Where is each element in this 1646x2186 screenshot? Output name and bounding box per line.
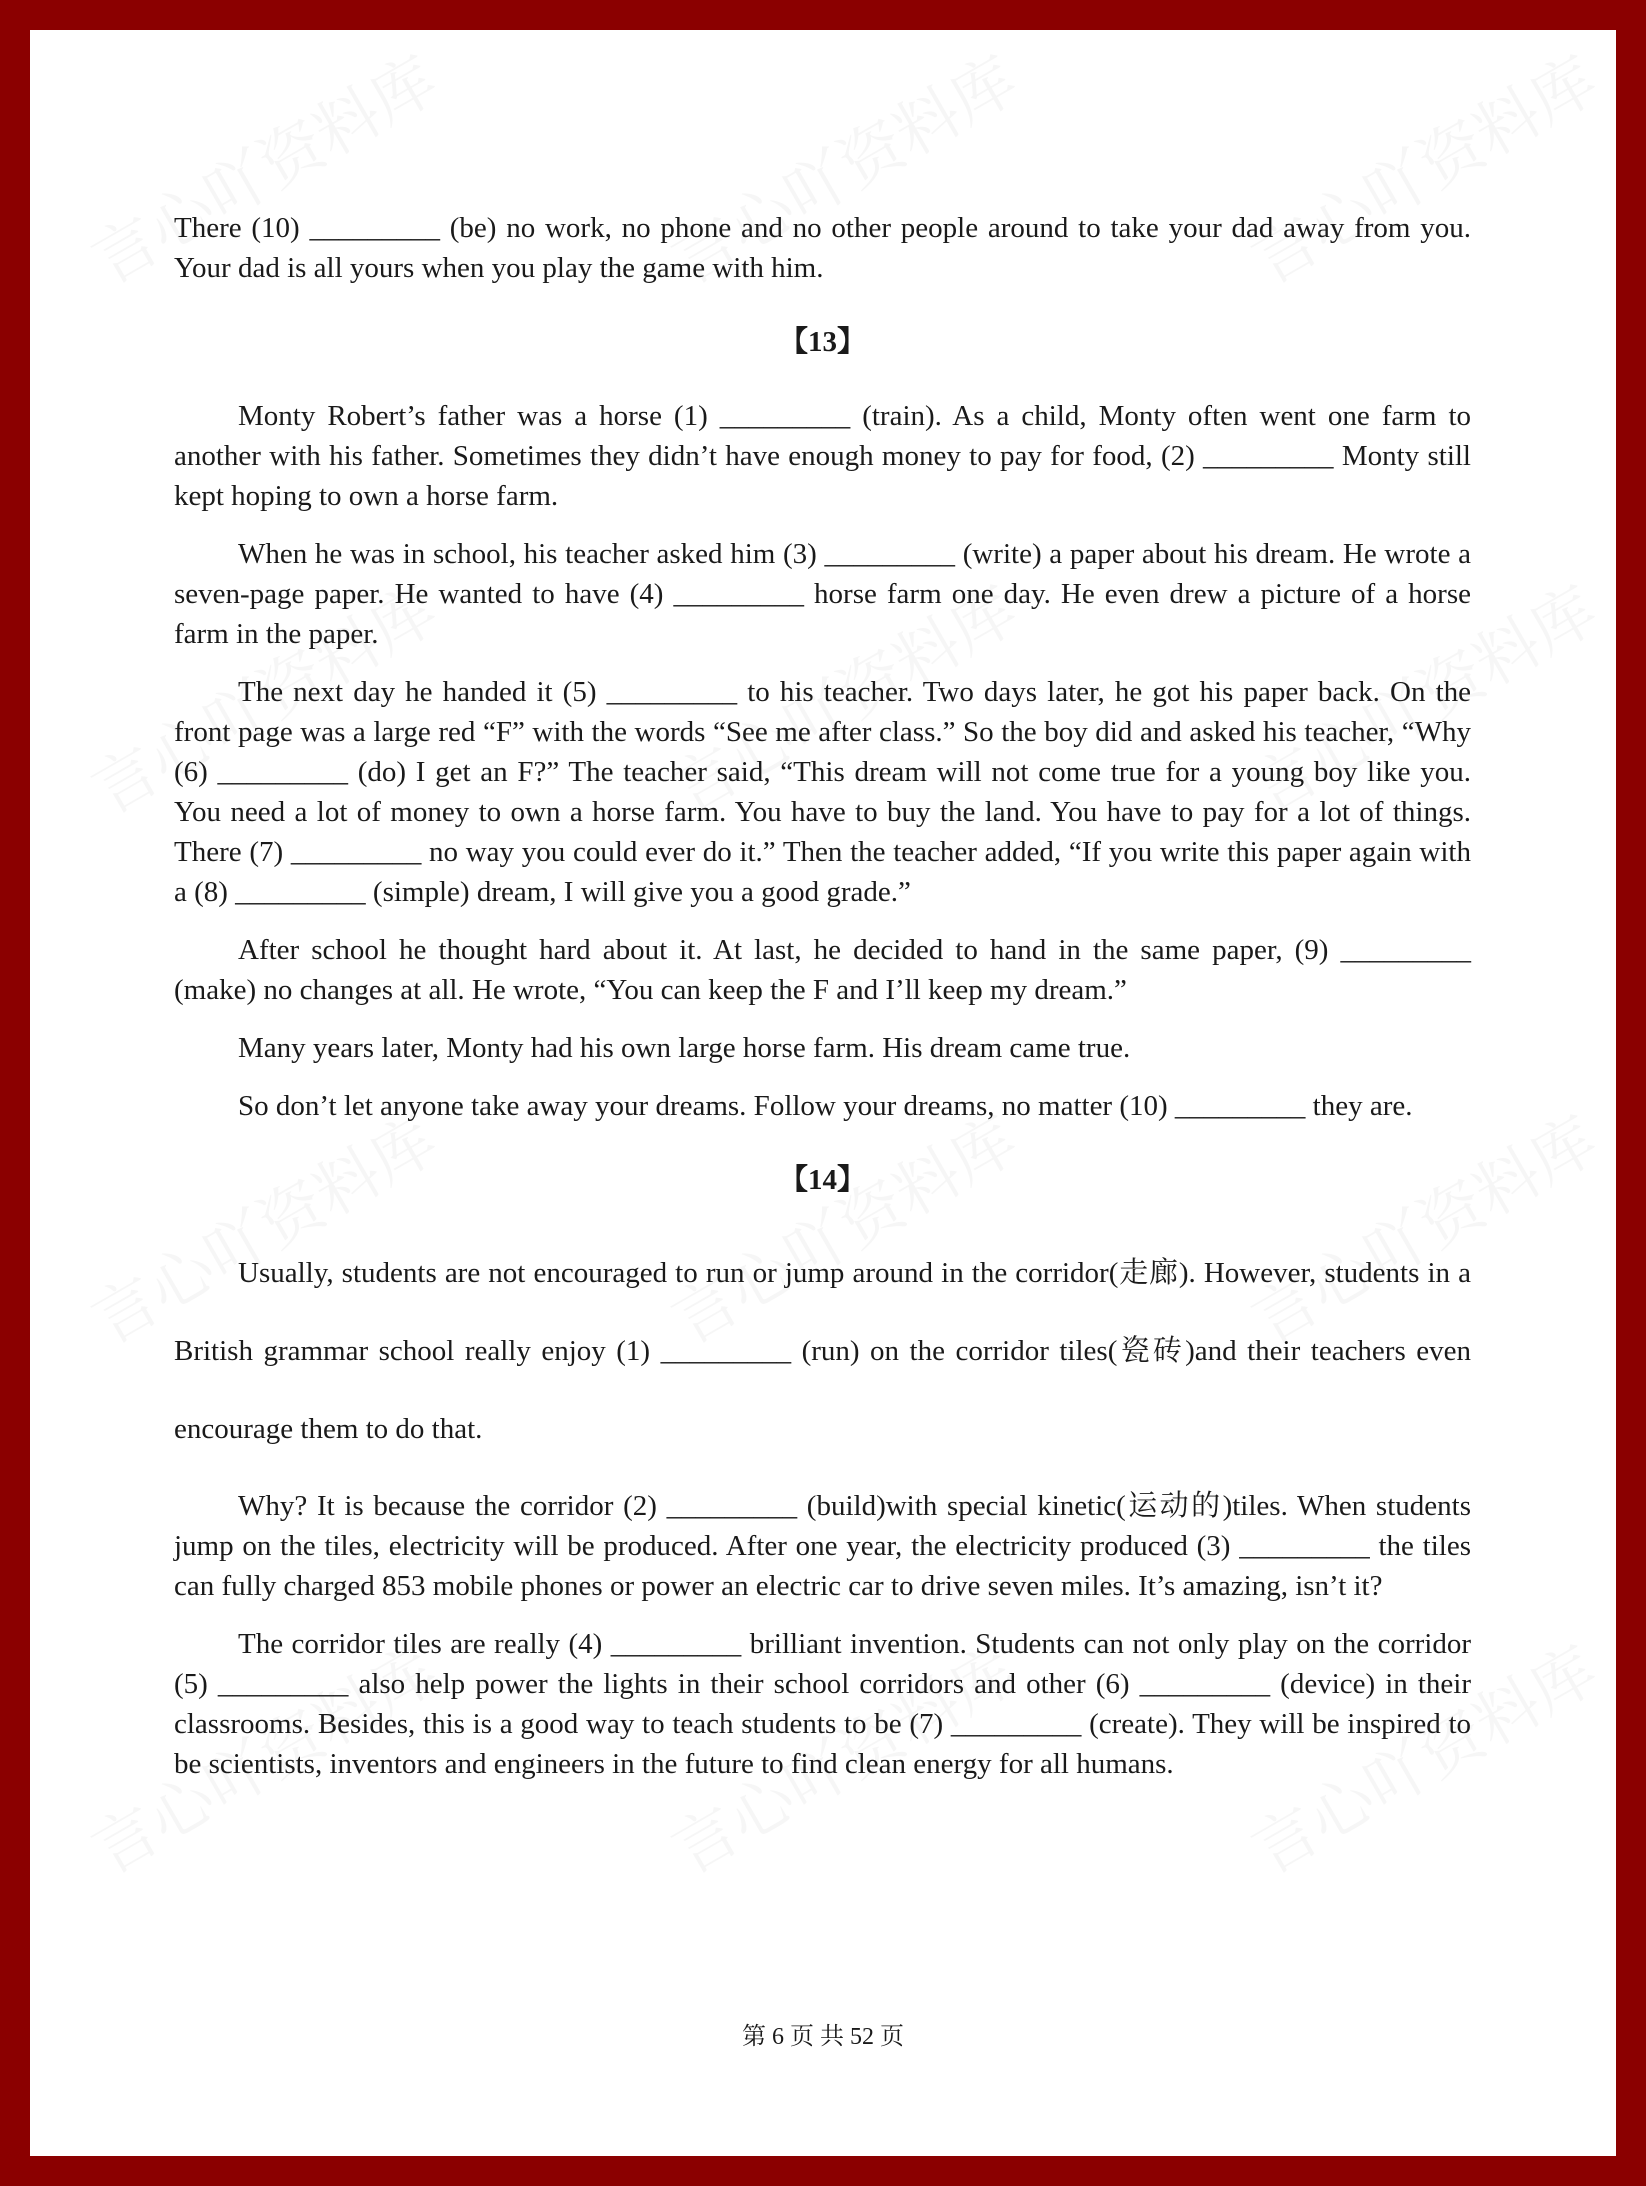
section13-paragraph: So don’t let anyone take away your dreams. Follow your dreams, no matter (10) _________ they are.: [238, 1090, 1413, 1122]
section-heading-14: 【14】: [778, 1164, 866, 1196]
section13-paragraph: When he was in school, his teacher asked him (3) _________ (write) a paper about his dream. He wrote a seven-page paper. He wanted to have (4) _________ horse farm one day. He even drew a picture of a horse farm in the paper.: [174, 538, 1471, 650]
intro-paragraph: There (10) _________ (be) no work, no phone and no other people around to take your dad away from you. Your dad is all yours when you play the game with him.: [174, 212, 1471, 284]
section14-paragraph: Why? It is because the corridor (2) _________ (build)with special kinetic(运动的)tiles. When students jump on the tiles, electricity will be produced. After one year, the electricity produced (3) _________ the tiles can fully charged 853 mobile phones or power an electric car to drive seven miles. It’s amazing, isn’t it?: [174, 1490, 1471, 1602]
section13-paragraph: Many years later, Monty had his own large horse farm. His dream came true.: [238, 1032, 1131, 1064]
section14-paragraph: Usually, students are not encouraged to run or jump around in the corridor(走廊). However, students in a British grammar school really enjoy (1) _________ (run) on the corridor tiles(瓷砖)and their teachers even encourage them to do that.: [174, 1257, 1471, 1445]
section14-paragraph: The corridor tiles are really (4) _________ brilliant invention. Students can not only play on the corridor (5) _________ also help power the lights in their school corridors and other (6) _________ (device) in their classrooms. Besides, this is a good way to teach students to be (7) _________ (create). They will be inspired to be scientists, inventors and engineers in the future to find clean energy for all humans.: [174, 1628, 1471, 1780]
page-content: [174, 208, 1471, 1802]
section13-paragraph: After school he thought hard about it. At last, he decided to hand in the same paper, (9) _________ (make) no changes at all. He wrote, “You can keep the F and I’ll keep my dream.”: [174, 934, 1471, 1006]
section13-paragraph: Monty Robert’s father was a horse (1) _________ (train). As a child, Monty often went one farm to another with his father. Sometimes they didn’t have enough money to pay for food, (2) _________ Monty still kept hoping to own a horse farm.: [174, 400, 1471, 512]
section-heading-13: 【13】: [778, 326, 866, 358]
section13-paragraph: The next day he handed it (5) _________ to his teacher. Two days later, he got his paper back. On the front page was a large red “F” with the words “See me after class.” So the boy did and asked his teacher, “Why (6) _________ (do) I get an F?” The teacher said, “This dream will not come true for a young boy like you. You need a lot of money to own a horse farm. You have to buy the land. You have to pay for a lot of things. There (7) _________ no way you could ever do it.” Then the teacher added, “If you write this paper again with a (8) _________ (simple) dream, I will give you a good grade.”: [174, 676, 1471, 908]
page-footer: 第 6 页 共 52 页: [742, 2024, 904, 2050]
document-page: [30, 30, 1616, 2156]
